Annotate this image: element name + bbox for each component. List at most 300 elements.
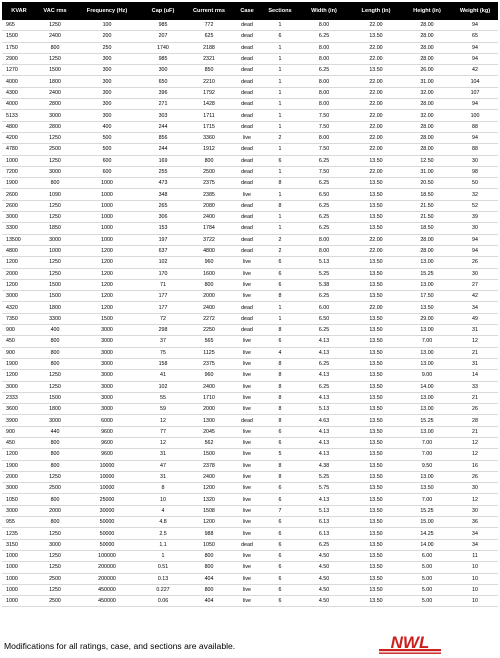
table-cell: 15.00 bbox=[402, 517, 452, 528]
table-cell: 300 bbox=[74, 110, 140, 121]
table-cell: 1000 bbox=[74, 234, 140, 245]
table-cell: 3000 bbox=[74, 325, 140, 336]
table-cell: 2000 bbox=[186, 291, 232, 302]
table-cell: 28.00 bbox=[402, 31, 452, 42]
table-cell: 2321 bbox=[186, 53, 232, 64]
table-cell: 4 bbox=[262, 347, 298, 358]
table-cell: 14.25 bbox=[402, 528, 452, 539]
table-cell: 7350 bbox=[2, 313, 36, 324]
logo-lettering: NWL bbox=[390, 633, 430, 652]
table-cell: 1800 bbox=[36, 404, 74, 415]
table-cell: 12 bbox=[140, 415, 186, 426]
table-row bbox=[2, 279, 498, 290]
table-cell: 8 bbox=[262, 291, 298, 302]
table-cell: 13.50 bbox=[350, 573, 402, 584]
table-cell: 1250 bbox=[36, 200, 74, 211]
table-cell: 800 bbox=[36, 517, 74, 528]
table-cell: 1 bbox=[262, 144, 298, 155]
table-cell: 94 bbox=[452, 20, 498, 31]
table-cell: 10 bbox=[452, 596, 498, 607]
table-cell: 800 bbox=[36, 178, 74, 189]
table-cell: live bbox=[232, 449, 262, 460]
table-cell: 2800 bbox=[36, 121, 74, 132]
table-cell: 1 bbox=[262, 121, 298, 132]
table-row bbox=[2, 325, 498, 336]
table-cell: 94 bbox=[452, 42, 498, 53]
table-cell: 300 bbox=[74, 53, 140, 64]
table-cell: 2600 bbox=[2, 189, 36, 200]
table-cell: 13.50 bbox=[350, 392, 402, 403]
table-cell: 28 bbox=[452, 415, 498, 426]
table-cell: 404 bbox=[186, 596, 232, 607]
table-cell: 9600 bbox=[74, 437, 140, 448]
table-cell: 1050 bbox=[186, 539, 232, 550]
table-cell: 1300 bbox=[186, 415, 232, 426]
table-cell: 6 bbox=[262, 426, 298, 437]
table-body bbox=[2, 20, 498, 607]
column-header: KVAR bbox=[2, 2, 36, 20]
table-cell: 1 bbox=[262, 53, 298, 64]
table-cell: 6 bbox=[262, 279, 298, 290]
table-cell: 1250 bbox=[36, 212, 74, 223]
column-header: Current rms bbox=[186, 2, 232, 20]
table-cell: dead bbox=[232, 110, 262, 121]
table-cell: 4.38 bbox=[298, 460, 350, 471]
table-cell: 4 bbox=[140, 505, 186, 516]
table-cell: 1500 bbox=[36, 392, 74, 403]
table-cell: 32.00 bbox=[402, 110, 452, 121]
table-cell: 10 bbox=[140, 494, 186, 505]
table-cell: 8 bbox=[262, 325, 298, 336]
table-cell: 6.13 bbox=[298, 517, 350, 528]
table-row bbox=[2, 437, 498, 448]
table-cell: 200000 bbox=[74, 562, 140, 573]
table-cell: 22.00 bbox=[350, 245, 402, 256]
column-header: Frequency (Hz) bbox=[74, 2, 140, 20]
table-cell: 197 bbox=[140, 234, 186, 245]
table-cell: 13.50 bbox=[350, 596, 402, 607]
table-cell: 3900 bbox=[2, 415, 36, 426]
table-cell: 1125 bbox=[186, 347, 232, 358]
table-cell: 4780 bbox=[2, 144, 36, 155]
table-cell: 1912 bbox=[186, 144, 232, 155]
table-cell: 13.50 bbox=[350, 381, 402, 392]
table-cell: 104 bbox=[452, 76, 498, 87]
table-cell: 50 bbox=[452, 178, 498, 189]
table-cell: live bbox=[232, 437, 262, 448]
table-cell: 177 bbox=[140, 302, 186, 313]
table-cell: 49 bbox=[452, 313, 498, 324]
table-cell: 300 bbox=[74, 99, 140, 110]
table-cell: 10000 bbox=[74, 471, 140, 482]
table-cell: 250 bbox=[74, 42, 140, 53]
table-cell: 5.25 bbox=[298, 471, 350, 482]
table-cell: 12 bbox=[140, 437, 186, 448]
table-cell: 1900 bbox=[2, 460, 36, 471]
table-row bbox=[2, 404, 498, 415]
table-cell: 2250 bbox=[186, 325, 232, 336]
table-cell: 22.00 bbox=[350, 99, 402, 110]
table-cell: 1000 bbox=[2, 596, 36, 607]
table-row bbox=[2, 53, 498, 64]
table-cell: 8 bbox=[262, 404, 298, 415]
table-cell: 25000 bbox=[74, 494, 140, 505]
table-cell: dead bbox=[232, 539, 262, 550]
table-cell: 1000 bbox=[36, 245, 74, 256]
table-cell: live bbox=[232, 528, 262, 539]
table-cell: 13.50 bbox=[350, 494, 402, 505]
table-cell: 500 bbox=[74, 132, 140, 143]
table-cell: 13.50 bbox=[350, 528, 402, 539]
table-cell: 1250 bbox=[36, 20, 74, 31]
table-cell: 13.50 bbox=[350, 155, 402, 166]
table-cell: 3722 bbox=[186, 234, 232, 245]
table-row bbox=[2, 20, 498, 31]
table-cell: 306 bbox=[140, 212, 186, 223]
table-cell: 98 bbox=[452, 166, 498, 177]
table-row bbox=[2, 200, 498, 211]
table-cell: 562 bbox=[186, 437, 232, 448]
table-row bbox=[2, 268, 498, 279]
table-cell: 4.13 bbox=[298, 347, 350, 358]
table-cell: 800 bbox=[36, 494, 74, 505]
table-row bbox=[2, 291, 498, 302]
table-cell: 6.50 bbox=[298, 189, 350, 200]
table-cell: 800 bbox=[36, 336, 74, 347]
table-cell: 800 bbox=[36, 42, 74, 53]
table-cell: 13.50 bbox=[350, 562, 402, 573]
table-cell: 2500 bbox=[36, 483, 74, 494]
table-cell: 985 bbox=[140, 53, 186, 64]
table-cell: 6000 bbox=[74, 415, 140, 426]
table-cell: 6.00 bbox=[402, 550, 452, 561]
table-cell: 1850 bbox=[36, 223, 74, 234]
table-cell: 4800 bbox=[2, 245, 36, 256]
table-cell: dead bbox=[232, 234, 262, 245]
table-cell: 800 bbox=[36, 460, 74, 471]
table-cell: 450000 bbox=[74, 596, 140, 607]
table-cell: 13.50 bbox=[350, 584, 402, 595]
table-cell: 800 bbox=[186, 279, 232, 290]
table-cell: 6 bbox=[262, 584, 298, 595]
table-cell: 450 bbox=[2, 437, 36, 448]
table-cell: 800 bbox=[36, 358, 74, 369]
table-cell: 1200 bbox=[186, 483, 232, 494]
table-cell: 9600 bbox=[74, 426, 140, 437]
table-cell: 26.00 bbox=[402, 65, 452, 76]
table-cell: 265 bbox=[140, 200, 186, 211]
table-cell: 6.25 bbox=[298, 200, 350, 211]
table-cell: 1500 bbox=[36, 65, 74, 76]
table-cell: 1250 bbox=[36, 155, 74, 166]
table-cell: 1000 bbox=[2, 155, 36, 166]
table-cell: 3000 bbox=[36, 166, 74, 177]
table-cell: 1200 bbox=[74, 302, 140, 313]
table-cell: 5.75 bbox=[298, 483, 350, 494]
table-cell: 800 bbox=[186, 550, 232, 561]
table-cell: 300 bbox=[74, 65, 140, 76]
table-cell: dead bbox=[232, 121, 262, 132]
table-cell: 8.00 bbox=[298, 99, 350, 110]
table-cell: 1 bbox=[262, 87, 298, 98]
table-cell: 1792 bbox=[186, 87, 232, 98]
table-cell: 4800 bbox=[2, 121, 36, 132]
table-cell: 13.50 bbox=[350, 358, 402, 369]
table-cell: 3300 bbox=[36, 313, 74, 324]
table-cell: 955 bbox=[2, 517, 36, 528]
table-row bbox=[2, 573, 498, 584]
table-cell: 4000 bbox=[2, 76, 36, 87]
table-cell: 6.25 bbox=[298, 65, 350, 76]
table-cell: 5.25 bbox=[298, 268, 350, 279]
table-cell: 1000 bbox=[74, 200, 140, 211]
table-cell: 6 bbox=[262, 528, 298, 539]
table-cell: live bbox=[232, 562, 262, 573]
table-cell: dead bbox=[232, 212, 262, 223]
table-cell: 3000 bbox=[36, 539, 74, 550]
table-cell: live bbox=[232, 370, 262, 381]
table-cell: 404 bbox=[186, 573, 232, 584]
table-cell: 1200 bbox=[2, 257, 36, 268]
table-cell: 2400 bbox=[36, 87, 74, 98]
table-cell: 5.00 bbox=[402, 584, 452, 595]
table-cell: 856 bbox=[140, 132, 186, 143]
table-cell: 7.50 bbox=[298, 166, 350, 177]
table-cell: 988 bbox=[186, 528, 232, 539]
table-cell: 5.00 bbox=[402, 562, 452, 573]
table-cell: live bbox=[232, 189, 262, 200]
table-cell: 0.13 bbox=[140, 573, 186, 584]
table-cell: 800 bbox=[36, 347, 74, 358]
table-cell: 28.00 bbox=[402, 20, 452, 31]
table-row bbox=[2, 87, 498, 98]
table-cell: 4.13 bbox=[298, 370, 350, 381]
table-cell: 9.00 bbox=[402, 370, 452, 381]
table-cell: 170 bbox=[140, 268, 186, 279]
table-row bbox=[2, 517, 498, 528]
table-cell: dead bbox=[232, 223, 262, 234]
table-cell: 3000 bbox=[74, 404, 140, 415]
table-cell: 6.25 bbox=[298, 325, 350, 336]
table-cell: 2900 bbox=[2, 53, 36, 64]
table-cell: 94 bbox=[452, 53, 498, 64]
table-cell: 1 bbox=[262, 42, 298, 53]
table-cell: 396 bbox=[140, 87, 186, 98]
table-row bbox=[2, 121, 498, 132]
table-cell: 13.50 bbox=[350, 539, 402, 550]
table-cell: 22.00 bbox=[350, 132, 402, 143]
table-cell: 22.00 bbox=[350, 110, 402, 121]
table-cell: 3000 bbox=[74, 370, 140, 381]
table-cell: 2 bbox=[262, 234, 298, 245]
table-row bbox=[2, 234, 498, 245]
table-cell: 8 bbox=[262, 392, 298, 403]
table-cell: 1250 bbox=[36, 562, 74, 573]
table-row bbox=[2, 110, 498, 121]
table-cell: 16 bbox=[452, 460, 498, 471]
table-row bbox=[2, 313, 498, 324]
table-cell: 2272 bbox=[186, 313, 232, 324]
table-cell: 1428 bbox=[186, 99, 232, 110]
table-cell: 7200 bbox=[2, 166, 36, 177]
table-cell: 1 bbox=[262, 223, 298, 234]
table-cell: 42 bbox=[452, 291, 498, 302]
table-cell: 13.00 bbox=[402, 279, 452, 290]
table-cell: 26 bbox=[452, 404, 498, 415]
table-cell: 1000 bbox=[2, 573, 36, 584]
table-cell: 13.50 bbox=[350, 279, 402, 290]
table-cell: 42 bbox=[452, 65, 498, 76]
table-cell: 13.50 bbox=[350, 65, 402, 76]
table-cell: 6.13 bbox=[298, 528, 350, 539]
table-cell: 6.25 bbox=[298, 155, 350, 166]
table-cell: 1 bbox=[262, 99, 298, 110]
table-cell: 4.50 bbox=[298, 596, 350, 607]
table-cell: 6.50 bbox=[298, 313, 350, 324]
table-cell: 36 bbox=[452, 517, 498, 528]
table-cell: 1250 bbox=[36, 257, 74, 268]
table-cell: 13.00 bbox=[402, 471, 452, 482]
table-cell: live bbox=[232, 257, 262, 268]
table-cell: 50000 bbox=[74, 517, 140, 528]
table-cell: 5.13 bbox=[298, 404, 350, 415]
table-cell: 31 bbox=[140, 449, 186, 460]
table-row bbox=[2, 505, 498, 516]
table-cell: 300 bbox=[74, 76, 140, 87]
table-cell: 15.25 bbox=[402, 415, 452, 426]
table-row bbox=[2, 65, 498, 76]
table-cell: 13500 bbox=[2, 234, 36, 245]
table-cell: 14.00 bbox=[402, 539, 452, 550]
table-cell: 15.25 bbox=[402, 505, 452, 516]
table-cell: 15.25 bbox=[402, 268, 452, 279]
table-cell: 94 bbox=[452, 245, 498, 256]
table-cell: 1000 bbox=[74, 178, 140, 189]
table-cell: 4.8 bbox=[140, 517, 186, 528]
table-cell: 1200 bbox=[74, 268, 140, 279]
table-cell: 65 bbox=[452, 31, 498, 42]
table-cell: 1 bbox=[262, 65, 298, 76]
table-cell: 39 bbox=[452, 212, 498, 223]
table-cell: 13.00 bbox=[402, 426, 452, 437]
capacitor-spec-table bbox=[2, 2, 498, 607]
table-cell: dead bbox=[232, 20, 262, 31]
table-cell: 400 bbox=[74, 121, 140, 132]
table-cell: 32 bbox=[452, 189, 498, 200]
table-cell: 30 bbox=[452, 268, 498, 279]
table-cell: 6.25 bbox=[298, 291, 350, 302]
table-cell: live bbox=[232, 426, 262, 437]
table-cell: 637 bbox=[140, 245, 186, 256]
table-cell: 102 bbox=[140, 381, 186, 392]
table-cell: 6 bbox=[262, 494, 298, 505]
column-header: Weight (kg) bbox=[452, 2, 498, 20]
table-cell: 21 bbox=[452, 392, 498, 403]
table-cell: 1200 bbox=[74, 257, 140, 268]
table-cell: 11 bbox=[452, 550, 498, 561]
table-cell: 300 bbox=[140, 65, 186, 76]
table-row bbox=[2, 460, 498, 471]
table-cell: 7 bbox=[262, 505, 298, 516]
table-cell: 2500 bbox=[36, 144, 74, 155]
table-cell: 1000 bbox=[74, 189, 140, 200]
table-cell: 13.50 bbox=[350, 415, 402, 426]
table-cell: 3000 bbox=[74, 358, 140, 369]
table-cell: 12 bbox=[452, 494, 498, 505]
table-cell: 6 bbox=[262, 539, 298, 550]
table-cell: 2000 bbox=[2, 268, 36, 279]
table-cell: 4.13 bbox=[298, 449, 350, 460]
table-cell: live bbox=[232, 404, 262, 415]
table-row bbox=[2, 415, 498, 426]
table-cell: 3000 bbox=[36, 415, 74, 426]
table-cell: 88 bbox=[452, 121, 498, 132]
table-cell: 1711 bbox=[186, 110, 232, 121]
table-cell: 13.50 bbox=[350, 437, 402, 448]
table-cell: 2.5 bbox=[140, 528, 186, 539]
table-cell: 400 bbox=[36, 325, 74, 336]
table-cell: 2000 bbox=[36, 505, 74, 516]
table-cell: 20.50 bbox=[402, 178, 452, 189]
table-cell: 13.50 bbox=[350, 223, 402, 234]
table-cell: 985 bbox=[140, 20, 186, 31]
table-cell: 2045 bbox=[186, 426, 232, 437]
table-cell: 2600 bbox=[2, 200, 36, 211]
table-cell: 22.00 bbox=[350, 53, 402, 64]
table-cell: 1900 bbox=[2, 178, 36, 189]
table-cell: 6.25 bbox=[298, 212, 350, 223]
table-cell: 13.50 bbox=[350, 449, 402, 460]
table-cell: 600 bbox=[74, 166, 140, 177]
table-cell: 13.00 bbox=[402, 257, 452, 268]
table-row bbox=[2, 99, 498, 110]
table-row bbox=[2, 528, 498, 539]
table-cell: dead bbox=[232, 144, 262, 155]
table-cell: 9.50 bbox=[402, 460, 452, 471]
table-row bbox=[2, 336, 498, 347]
table-cell: 13.50 bbox=[350, 268, 402, 279]
table-row bbox=[2, 132, 498, 143]
table-cell: 600 bbox=[74, 155, 140, 166]
table-cell: 1900 bbox=[2, 358, 36, 369]
table-cell: 900 bbox=[2, 325, 36, 336]
table-cell: 29.00 bbox=[402, 313, 452, 324]
table-cell: 4.13 bbox=[298, 336, 350, 347]
table-cell: dead bbox=[232, 200, 262, 211]
table-cell: 8 bbox=[262, 381, 298, 392]
table-cell: 8 bbox=[262, 370, 298, 381]
table-cell: 1750 bbox=[2, 42, 36, 53]
table-cell: 59 bbox=[140, 404, 186, 415]
table-cell: 13.50 bbox=[350, 426, 402, 437]
table-cell: 1500 bbox=[36, 279, 74, 290]
table-cell: 255 bbox=[140, 166, 186, 177]
table-cell: 22.00 bbox=[350, 302, 402, 313]
table-row bbox=[2, 302, 498, 313]
column-header: VAC rms bbox=[36, 2, 74, 20]
table-row bbox=[2, 539, 498, 550]
table-cell: 9600 bbox=[74, 449, 140, 460]
table-cell: 41 bbox=[140, 370, 186, 381]
table-cell: 8.00 bbox=[298, 132, 350, 143]
table-cell: 3000 bbox=[2, 505, 36, 516]
table-cell: 7.50 bbox=[298, 144, 350, 155]
table-cell: 7.50 bbox=[298, 110, 350, 121]
table-cell: 6 bbox=[262, 573, 298, 584]
table-cell: 8 bbox=[262, 178, 298, 189]
table-cell: 800 bbox=[36, 449, 74, 460]
table-cell: 3600 bbox=[2, 404, 36, 415]
